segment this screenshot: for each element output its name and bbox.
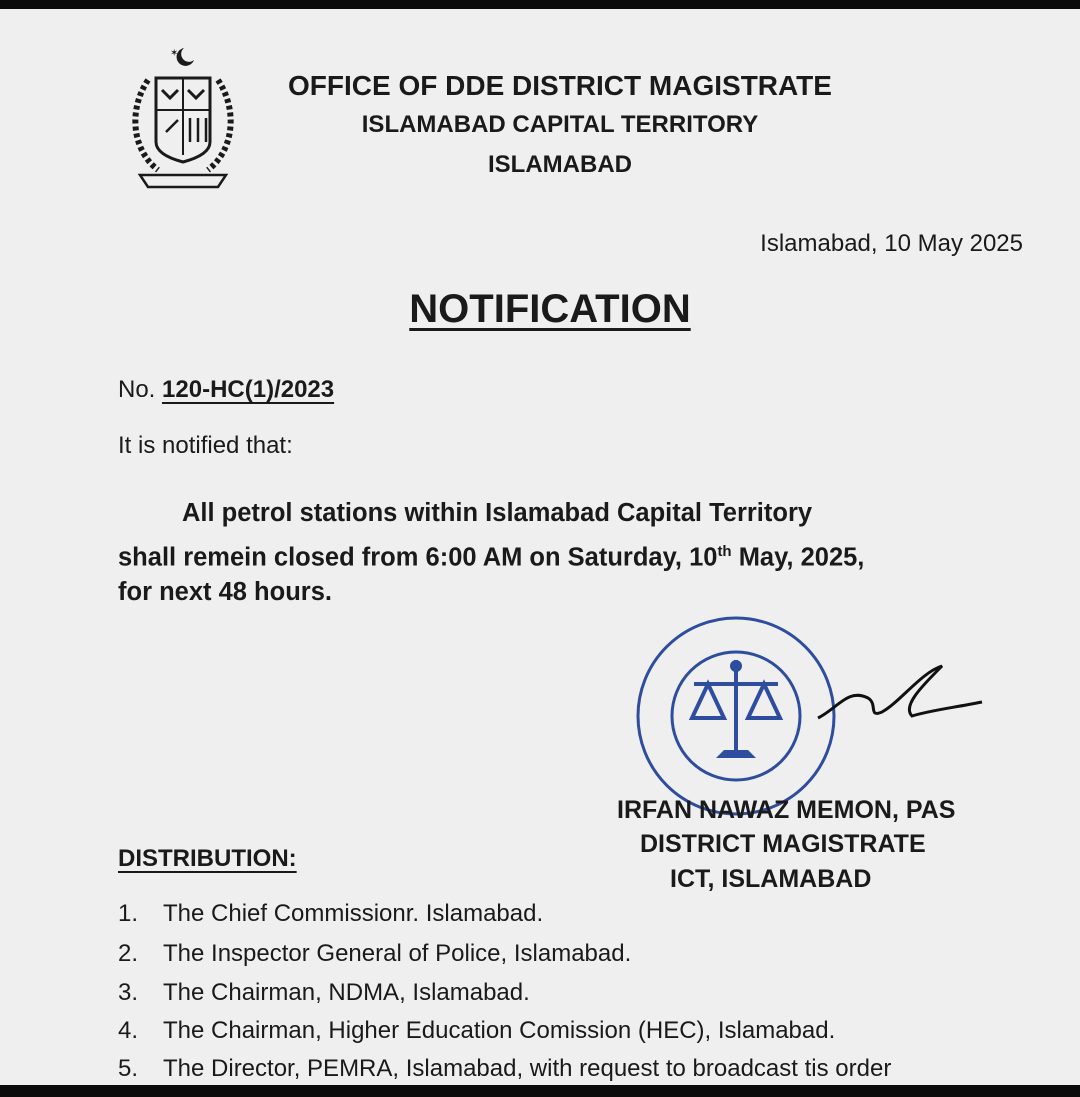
top-border: [0, 0, 1080, 9]
item-number: 2.: [118, 940, 139, 967]
distribution-item: [118, 979, 530, 1007]
intro-text: It is notified that:: [118, 432, 293, 459]
reference-prefix: No.: [118, 376, 156, 403]
distribution-item: [118, 940, 631, 968]
signature-icon: [808, 648, 988, 738]
item-number: 1.: [118, 900, 139, 927]
body-line-1: All petrol stations within Islamabad Capital Territory: [182, 499, 813, 527]
distribution-item: [118, 1017, 835, 1045]
document-title: NOTIFICATION: [409, 287, 691, 331]
item-text: The Chief Commissionr. Islamabad.: [163, 900, 544, 927]
distribution-item: [118, 1055, 891, 1083]
item-text: The Director, PEMRA, Islamabad, with request to broadcast tis order: [163, 1055, 892, 1082]
svg-text:✶: ✶: [170, 48, 179, 59]
item-text: The Inspector General of Police, Islamabad.: [163, 940, 632, 967]
signatory-office: ICT, ISLAMABAD: [670, 865, 872, 893]
office-heading: OFFICE OF DDE DISTRICT MAGISTRATE: [288, 70, 832, 101]
body-line-2-end: May, 2025,: [731, 543, 865, 572]
signatory-designation: DISTRICT MAGISTRATE: [640, 830, 926, 858]
territory-heading: ISLAMABAD CAPITAL TERRITORY: [361, 111, 759, 138]
item-text: The Chairman, Higher Education Comission (HEC), Islamabad.: [163, 1017, 836, 1044]
item-number: 5.: [118, 1055, 139, 1082]
item-number: 4.: [118, 1017, 139, 1044]
ordinal-suffix: th: [717, 543, 732, 560]
signatory-name: IRFAN NAWAZ MEMON, PAS: [617, 796, 956, 824]
reference-number: [118, 376, 334, 404]
item-text: The Chairman, NDMA, Islamabad.: [163, 979, 530, 1006]
city-heading: ISLAMABAD: [488, 151, 632, 178]
body-line-3: for next 48 hours.: [118, 578, 332, 606]
body-line-2: [118, 532, 1018, 578]
distribution-item: [118, 900, 543, 928]
bottom-border: [0, 1085, 1080, 1097]
distribution-heading: DISTRIBUTION:: [118, 845, 297, 872]
item-number: 3.: [118, 979, 139, 1006]
issue-date: Islamabad, 10 May 2025: [760, 230, 1023, 257]
reference-value: 120-HC(1)/2023: [162, 376, 335, 403]
body-line-2-start: shall remein closed from 6:00 AM on Saturday, 10: [118, 543, 718, 572]
